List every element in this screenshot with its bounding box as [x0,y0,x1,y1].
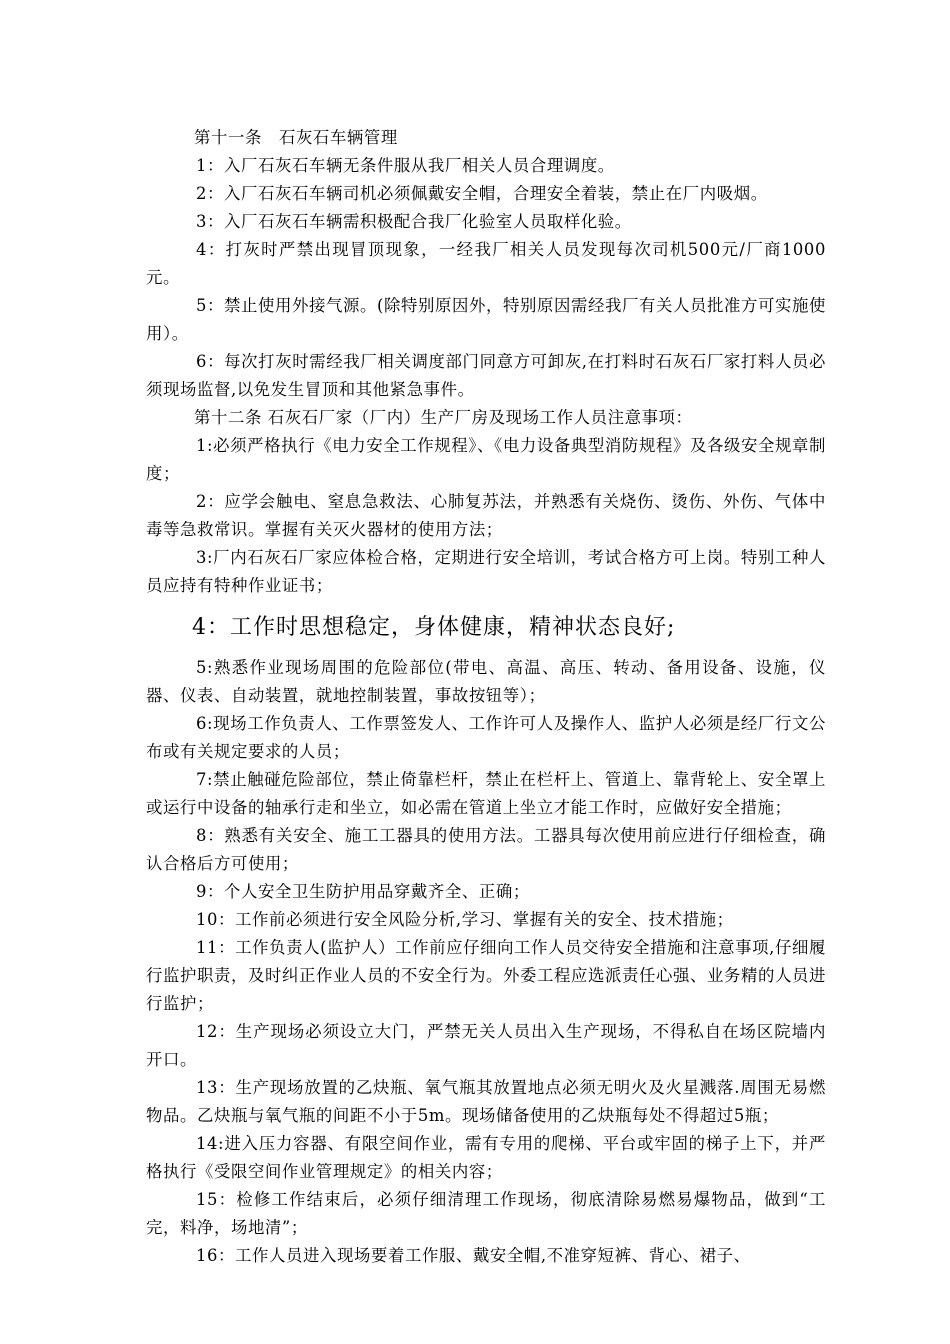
section-11-item-4: 4：打灰时严禁出现冒顶现象，一经我厂相关人员发现每次司机500元/厂商1000元。 [146,240,826,287]
section-12-item-16: 16：工作人员进入现场要着工作服、戴安全帽,不准穿短裤、背心、裙子、 [196,1246,751,1265]
section-12-item-1: 1:必须严格执行《电力安全工作规程》、《电力设备典型消防规程》及各级安全规章制度； [146,436,826,483]
section-12-item-11: 11：工作负责人(监护人）工作前应仔细向工作人员交待安全措施和注意事项,仔细履行监护职责，及时纠正作业人员的不安全行为。外委工程应选派责任心强、业务精的人员进行监护； [146,938,826,1013]
section-12-item-6: 6:现场工作负责人、工作票签发人、工作许可人及操作人、监护人必须是经厂行文公布或有关规定要求的人员； [146,714,826,761]
section-12-item-12: 12：生产现场必须设立大门，严禁无关人员出入生产现场，不得私自在场区院墙内开口。 [146,1022,826,1069]
section-12-item-14: 14:进入压力容器、有限空间作业，需有专用的爬梯、平台或牢固的梯子上下，并严格执行《受限空间作业管理规定》的相关内容； [146,1134,826,1181]
section-11-item-1: 1：入厂石灰石车辆无条件服从我厂相关人员合理调度。 [196,156,615,175]
section-11-item-2: 2：入厂石灰石车辆司机必须佩戴安全帽，合理安全着装，禁止在厂内吸烟。 [196,184,768,203]
section-12-item-10: 10：工作前必须进行安全风险分析,学习、掌握有关的安全、技术措施； [196,910,734,929]
section-11-item-3: 3：入厂石灰石车辆需积极配合我厂化验室人员取样化验。 [196,212,632,231]
document-body [146,124,826,1270]
section-12-item-13: 13：生产现场放置的乙炔瓶、氧气瓶其放置地点必须无明火及火星溅落.周围无易燃物品。乙炔瓶与氧气瓶的间距不小于5m。现场储备使用的乙炔瓶每处不得超过5瓶； [146,1078,826,1125]
section-11-item-6: 6：每次打灰时需经我厂相关调度部门同意方可卸灰,在打料时石灰石厂家打料人员必须现场监督,以免发生冒顶和其他紧急事件。 [146,352,826,399]
section-11-item-5: 5：禁止使用外接气源。(除特别原因外，特别原因需经我厂有关人员批准方可实施使用）。 [146,296,826,343]
section-12-item-8: 8：熟悉有关安全、施工工器具的使用方法。工器具每次使用前应进行仔细检查，确认合格后方可使用； [146,826,826,873]
section-12-item-7: 7:禁止触碰危险部位，禁止倚靠栏杆，禁止在栏杆上、管道上、靠背轮上、安全罩上或运行中设备的轴承行走和坐立，如必需在管道上坐立才能工作时，应做好安全措施； [146,770,826,817]
section-11-title: 第十一条 石灰石车辆管理 [194,128,398,147]
section-12-item-3: 3:厂内石灰石厂家应体检合格，定期进行安全培训，考试合格方可上岗。特别工种人员应持有特种作业证书； [146,548,826,595]
section-12-item-2: 2：应学会触电、窒息急救法、心肺复苏法，并熟悉有关烧伤、烫伤、外伤、气体中毒等急救常识。掌握有关灭火器材的使用方法； [146,492,826,539]
section-12-item-9: 9：个人安全卫生防护用品穿戴齐全、正确； [196,882,530,901]
section-12-title: 第十二条 石灰石厂家（厂内）生产厂房及现场工作人员注意事项： [194,408,693,427]
section-12-item-4: 4：工作时思想稳定，身体健康，精神状态良好; [192,615,676,640]
section-12-item-15: 15：检修工作结束后，必须仔细清理工作现场，彻底清除易燃易爆物品，做到“工完，料净，场地清”； [146,1190,826,1237]
section-12-item-5: 5:熟悉作业现场周围的危险部位(带电、高温、高压、转动、备用设备、设施，仪器、仪表、自动装置，就地控制装置，事故按钮等）； [146,658,826,705]
